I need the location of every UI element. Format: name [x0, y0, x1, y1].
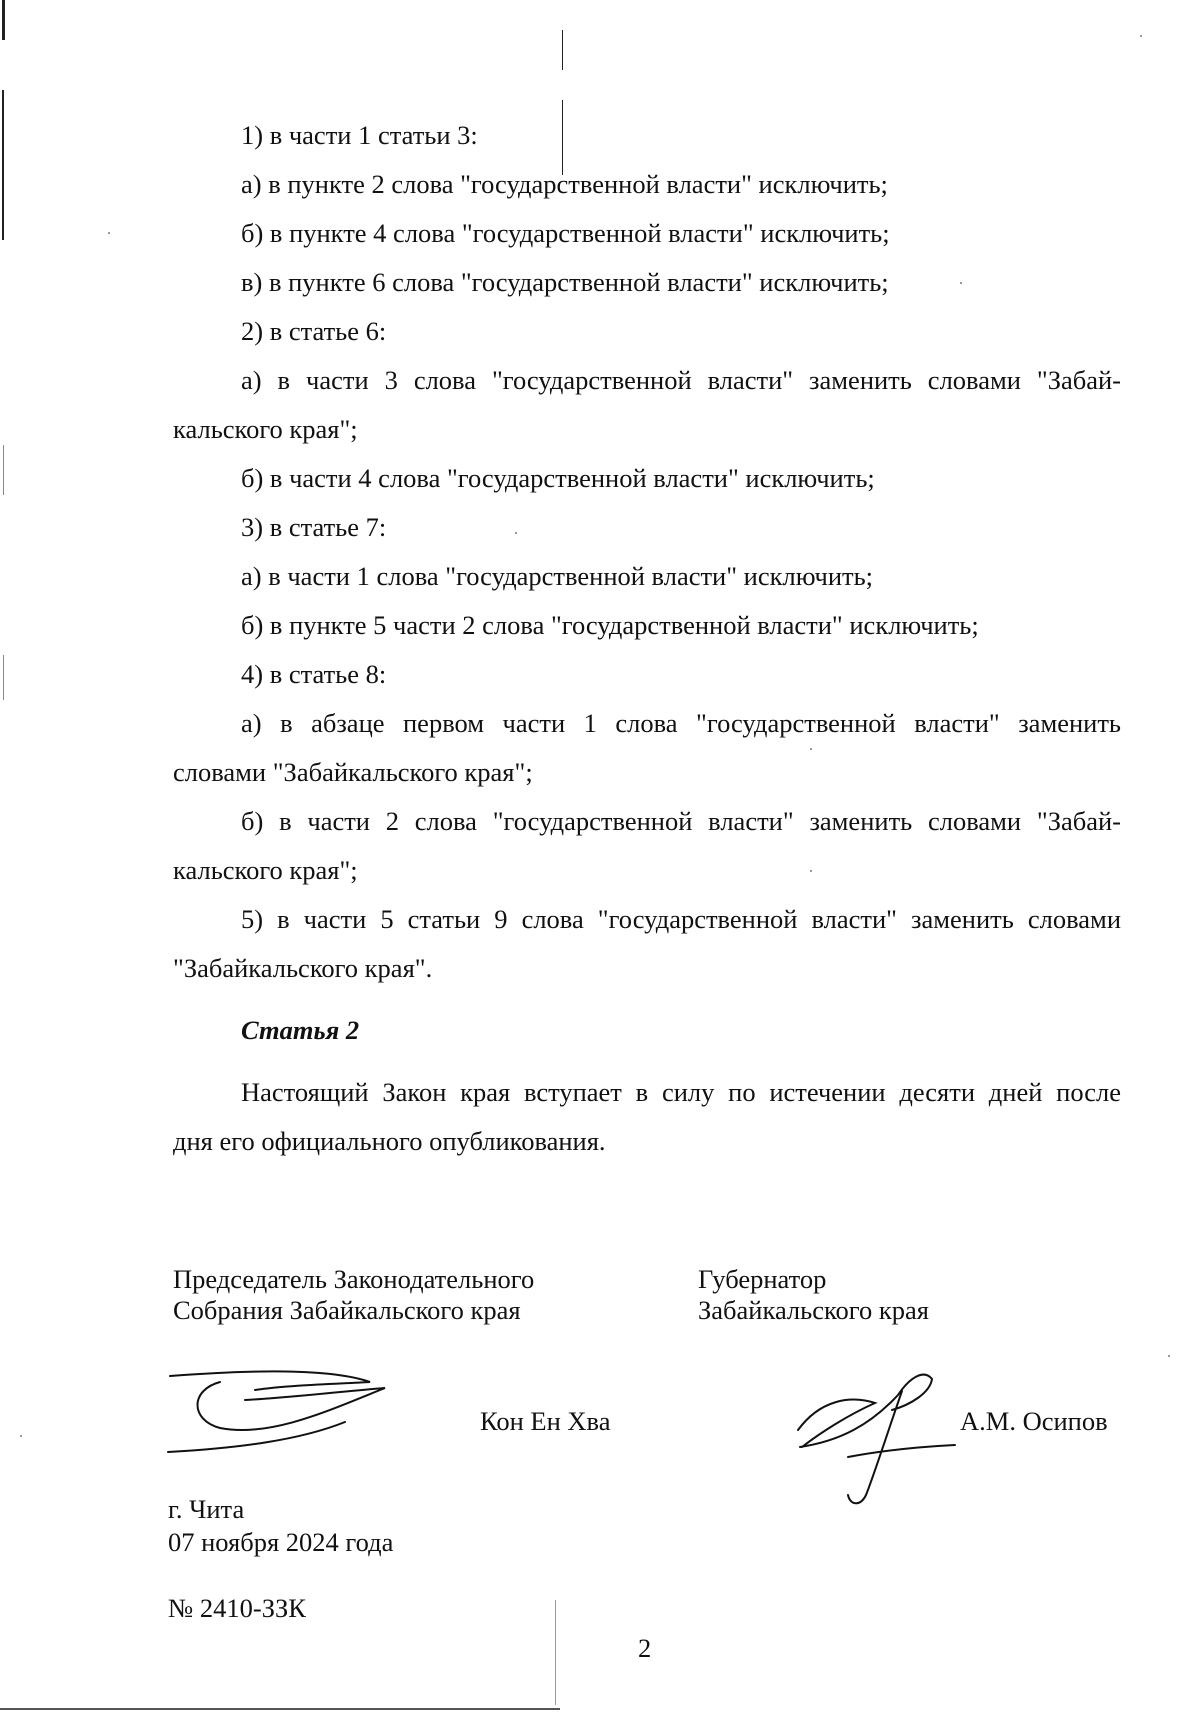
governor-title-line: Забайкальского края — [698, 1295, 929, 1325]
chair-title-line: Собрания Забайкальского края — [173, 1295, 521, 1325]
date: 07 ноября 2024 года — [168, 1527, 394, 1557]
amendment-line: а) в части 3 слова "государственной власти" заменить словами "Забай- — [241, 365, 1121, 395]
amendment-line: 2) в статье 6: — [241, 316, 387, 346]
scan-dot — [1168, 1355, 1170, 1357]
scan-mark-bottom — [0, 1708, 560, 1710]
amendment-line: а) в части 1 слова "государственной власти" исключить; — [241, 561, 874, 591]
amendment-line: кальского края"; — [173, 414, 358, 444]
scan-mark-left — [3, 655, 4, 700]
scan-mark-bottom — [555, 1600, 556, 1705]
governor-signature — [790, 1355, 965, 1515]
scan-dot — [1140, 35, 1142, 37]
scan-dot — [810, 748, 812, 750]
scan-dot — [20, 1435, 22, 1437]
amendment-line: 1) в части 1 статьи 3: — [241, 120, 478, 150]
amendment-line: "Забайкальского края". — [173, 953, 433, 983]
amendment-line: а) в абзаце первом части 1 слова "государственной власти" заменить — [241, 708, 1121, 738]
amendment-line: кальского края"; — [173, 855, 358, 885]
chair-title-line: Председатель Законодательного — [173, 1264, 535, 1294]
article-2-text-line: дня его официального опубликования. — [173, 1126, 606, 1156]
scan-mark-left — [2, 0, 5, 40]
amendment-line: 3) в статье 7: — [241, 512, 387, 542]
scan-mark-left — [3, 445, 4, 495]
amendment-line: словами "Забайкальского края"; — [173, 757, 533, 787]
amendment-line: а) в пункте 2 слова "государственной власти" исключить; — [241, 169, 888, 199]
amendment-line: б) в части 4 слова "государственной власти" исключить; — [241, 463, 875, 493]
article-2-text-line: Настоящий Закон края вступает в силу по истечении десяти дней после — [241, 1077, 1121, 1107]
chair-signature — [160, 1360, 410, 1460]
law-number: № 2410-ЗЗК — [168, 1593, 306, 1623]
governor-name: А.М. Осипов — [960, 1406, 1108, 1436]
scan-dot — [108, 232, 110, 234]
amendment-line: б) в части 2 слова "государственной власти" заменить словами "Забай- — [241, 806, 1121, 836]
place: г. Чита — [168, 1494, 245, 1524]
amendment-line: в) в пункте 6 слова "государственной власти" исключить; — [241, 267, 889, 297]
page-number: 2 — [638, 1633, 652, 1663]
article-2-heading: Статья 2 — [241, 1015, 360, 1045]
scan-mark-left — [2, 90, 4, 240]
scan-mark-center — [562, 30, 563, 70]
amendment-line: б) в пункте 4 слова "государственной власти" исключить; — [241, 218, 890, 248]
chair-name: Кон Ен Хва — [480, 1406, 611, 1436]
amendment-line: б) в пункте 5 части 2 слова "государственной власти" исключить; — [241, 610, 979, 640]
amendment-line: 4) в статье 8: — [241, 659, 387, 689]
amendment-line: 5) в части 5 статьи 9 слова "государственной власти" заменить словами — [241, 904, 1121, 934]
governor-title-line: Губернатор — [698, 1264, 827, 1294]
